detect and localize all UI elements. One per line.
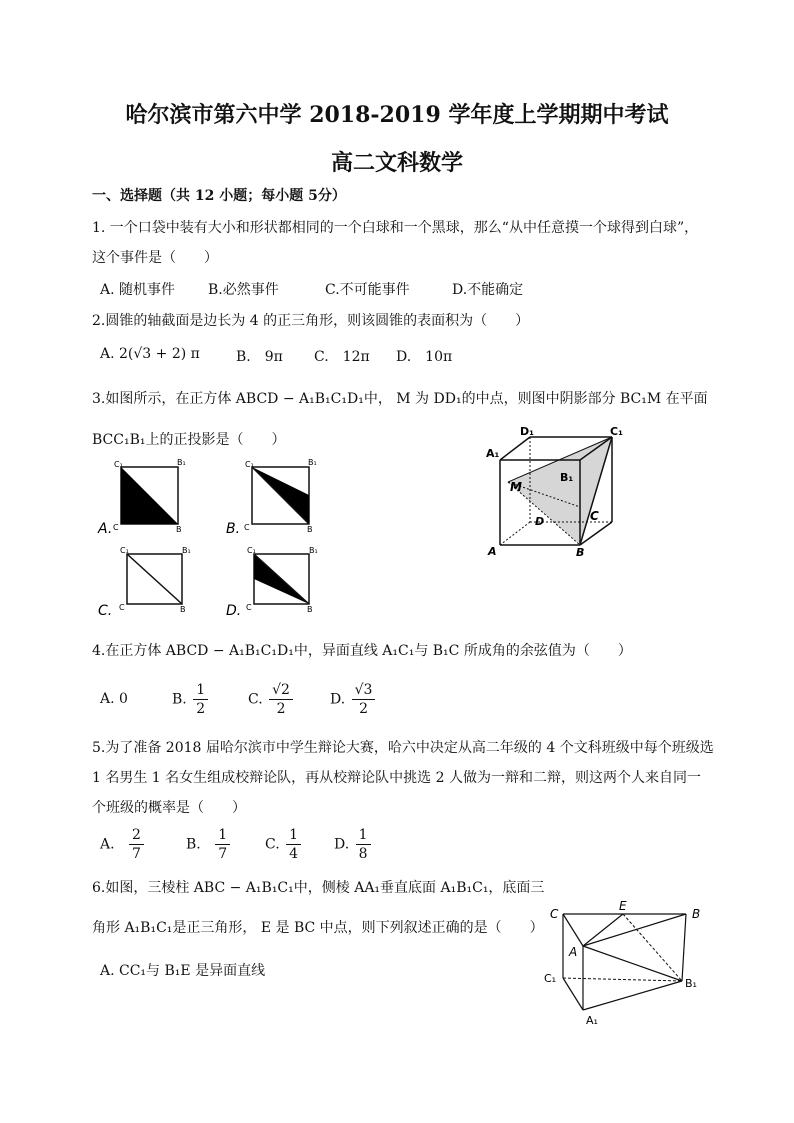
q1-option-a: A. 随机事件 — [100, 282, 176, 298]
q3-option-d: D. — [226, 603, 242, 619]
fig-d-br: B — [307, 605, 313, 614]
fig-c-br: B — [180, 605, 186, 614]
q4-b-den: 2 — [196, 701, 206, 717]
q4-c-den: 2 — [276, 701, 286, 717]
q5-a-num: 2 — [129, 826, 144, 845]
cube-label-c: C — [590, 509, 599, 523]
q3-cube-figure — [480, 425, 640, 565]
prism-label-c: C — [550, 907, 559, 921]
fig-a-tr: B₁ — [177, 458, 186, 467]
q3-option-c: C. — [98, 603, 113, 619]
q5-option-a — [100, 826, 146, 863]
q5-c-den: 4 — [289, 846, 299, 862]
fig-c-bl: C — [119, 603, 125, 612]
fig-b-tr: B₁ — [308, 458, 317, 467]
q5-option-d-label: D. — [334, 836, 350, 853]
q5-a-den: 7 — [132, 846, 141, 862]
q1-option-d: D.不能确定 — [452, 282, 524, 298]
q5-option-b-label: B. — [186, 836, 201, 853]
q3-option-a: A. — [98, 521, 113, 537]
cube-label-m: M — [510, 480, 522, 494]
cube-label-b: B — [576, 546, 585, 559]
fig-b-tl: C₁ — [245, 460, 254, 469]
q2-option-d: D. 10π — [396, 349, 453, 365]
page-title: 哈尔滨市第六中学 2018-2019 学年度上学期期中考试 — [125, 102, 669, 128]
q5-option-d — [334, 826, 373, 863]
q4-option-d-label: D. — [330, 691, 346, 708]
q6-option-a: A. CC₁与 B₁E 是异面直线 — [100, 963, 266, 979]
q2-option-c: C. 12π — [314, 349, 370, 365]
q1-stem-line2: 这个事件是（ ） — [92, 250, 218, 266]
q5-stem-line3: 个班级的概率是（ ） — [92, 800, 246, 816]
q5-stem-line2: 1 名男生 1 名女生组成校辩论队，再从校辩论队中挑选 2 人做为一辩和二辩，则这两个人来自同一 — [92, 770, 701, 786]
q4-option-b — [172, 681, 210, 718]
q5-option-c-label: C. — [265, 836, 280, 853]
q6-prism-figure — [540, 898, 710, 1030]
q3-figure-b — [244, 458, 317, 534]
q4-b-num: 1 — [193, 681, 208, 700]
q5-d-den: 8 — [358, 846, 368, 862]
q5-option-b — [186, 826, 232, 863]
fig-b-br: B — [307, 525, 313, 534]
page-subtitle: 高二文科数学 — [330, 150, 463, 176]
cube-label-d: D — [535, 515, 545, 528]
fig-a-bl: C — [113, 523, 119, 532]
q2-option-a: A. 2(√3 + 2) π — [100, 346, 200, 362]
prism-label-a: A — [569, 945, 578, 959]
q4-d-num: √3 — [352, 681, 376, 700]
q5-option-c — [265, 826, 303, 863]
prism-label-b: B — [692, 907, 701, 921]
q4-option-d — [330, 681, 377, 718]
cube-label-d1: D₁ — [520, 425, 534, 438]
q4-c-num: √2 — [269, 681, 293, 700]
q5-c-num: 1 — [286, 826, 301, 845]
cube-label-a1: A₁ — [486, 447, 500, 460]
q3-stem-line2: BCC₁B₁上的正投影是（ ） — [92, 432, 286, 448]
q1-stem-line1: 1. 一个口袋中装有大小和形状都相同的一个白球和一个黑球，那么“从中任意摸一个球得到白球”， — [92, 220, 699, 236]
q1-option-b: B.必然事件 — [208, 282, 279, 298]
section-heading: 一、选择题（共 12 小题；每小题 5分） — [92, 188, 346, 204]
q3-option-figures — [96, 455, 336, 625]
q3-option-b: B. — [226, 521, 241, 537]
q2-option-b: B. 9π — [236, 349, 283, 365]
q5-b-den: 7 — [218, 846, 228, 862]
q4-option-b-label: B. — [172, 691, 187, 708]
q2-stem: 2.圆锥的轴截面是边长为 4 的正三角形，则该圆锥的表面积为（ ） — [92, 313, 530, 329]
q6-stem-line1: 6.如图，三棱柱 ABC − A₁B₁C₁中，侧棱 AA₁垂直底面 A₁B₁C₁，底面三 — [92, 880, 545, 896]
fig-a-tl: C₁ — [114, 460, 123, 469]
q4-stem: 4.在正方体 ABCD − A₁B₁C₁D₁中，异面直线 A₁C₁与 B₁C 所成角的余弦值为（ ） — [92, 643, 632, 659]
fig-b-bl: C — [244, 523, 250, 532]
q3-figure-d — [246, 546, 318, 614]
prism-label-b1: B₁ — [685, 977, 697, 990]
q4-option-c — [248, 681, 295, 718]
cube-label-c1: C₁ — [610, 425, 623, 438]
fig-c-tr: B₁ — [182, 546, 191, 555]
q5-d-num: 1 — [356, 826, 371, 845]
cube-label-b1: B₁ — [560, 471, 574, 484]
prism-label-c1: C₁ — [544, 972, 557, 985]
q3-figure-c — [119, 546, 191, 614]
fig-d-tr: B₁ — [309, 546, 318, 555]
fig-c-tl: C₁ — [120, 546, 129, 555]
q4-d-den: 2 — [359, 701, 369, 717]
fig-d-bl: C — [246, 603, 252, 612]
q5-option-a-label: A. — [100, 836, 115, 853]
prism-label-a1: A₁ — [586, 1014, 598, 1027]
q1-option-c: C.不可能事件 — [325, 282, 410, 298]
q5-stem-line1: 5.为了准备 2018 届哈尔滨市中学生辩论大赛，哈六中决定从高二年级的 4 个文科班级中每个班级选 — [92, 740, 714, 756]
fig-d-tl: C₁ — [247, 546, 256, 555]
q3-stem-line1: 3.如图所示，在正方体 ABCD − A₁B₁C₁D₁中， M 为 DD₁的中点，则图中阴影部分 BC₁M 在平面 — [92, 391, 708, 407]
q6-stem-line2: 角形 A₁B₁C₁是正三角形， E 是 BC 中点，则下列叙述正确的是（ ） — [92, 920, 544, 936]
q4-option-c-label: C. — [248, 691, 263, 708]
cube-label-a: A — [488, 545, 497, 558]
q3-figure-a — [113, 458, 186, 534]
q4-option-a: A. 0 — [100, 691, 128, 707]
fig-a-br: B — [176, 525, 182, 534]
prism-label-e: E — [619, 899, 627, 913]
q5-b-num: 1 — [215, 826, 230, 845]
